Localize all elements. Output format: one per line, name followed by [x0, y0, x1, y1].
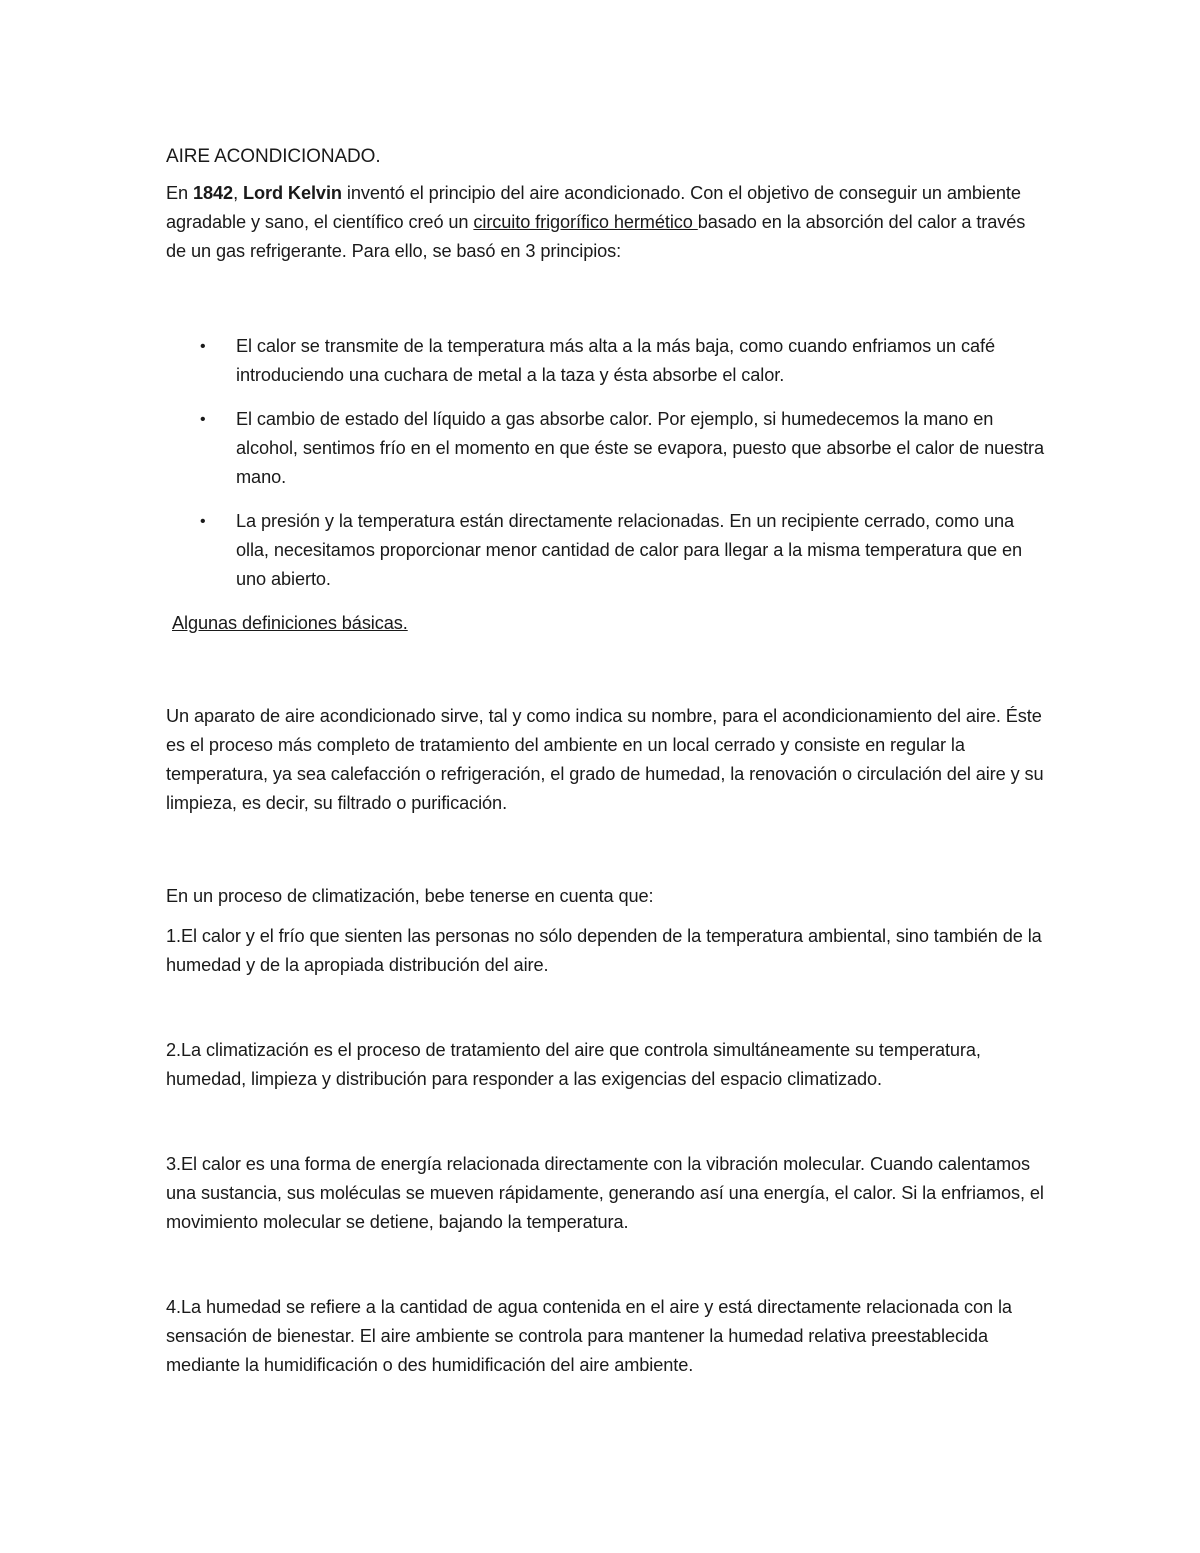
definitions-subheading: Algunas definiciones básicas. — [172, 613, 408, 633]
document-title: AIRE ACONDICIONADO. — [166, 146, 381, 167]
intro-text-after-term: basado en la absorción del calor a través de un gas refrigerante. Para ello, se basó en 3 principios: — [166, 212, 1026, 261]
definition-paragraph: Un aparato de aire acondicionado sirve, tal y como indica su nombre, para el acondicionamiento del aire. Éste es el proceso más completo de tratamiento del ambiente en un local cerrado y consiste en regular la temperatura, ya sea calefacción o refrigeración, el grado de humedad, la renovación o circulación del aire y su limpieza, es decir, su filtrado o purificación. — [166, 706, 1044, 813]
principle-text: El cambio de estado del líquido a gas absorbe calor. Por ejemplo, si humedecemos la mano en alcohol, sentimos frío en el momento en que éste se evapora, puesto que absorbe el calor de nuestra mano. — [236, 409, 1045, 487]
bullet-icon: • — [200, 513, 206, 530]
numbered-item-4: 4.La humedad se refiere a la cantidad de agua contenida en el aire y está directamente relacionada con la sensación de bienestar. El aire ambiente se controla para mantener la humedad relativa preestablecida mediante la humidificación o des humidificación del aire ambiente. — [166, 1297, 1012, 1375]
list-item — [166, 405, 1046, 492]
intro-text-after-inventor: inventó el principio del aire acondicionado. Con el objetivo de conseguir un ambiente agradable y sano, el científico creó un — [166, 183, 1021, 232]
numbered-item-1: 1.El calor y el frío que sienten las personas no sólo dependen de la temperatura ambiental, sino también de la humedad y de la apropiada distribución del aire. — [166, 926, 1042, 975]
numbered-item-3: 3.El calor es una forma de energía relacionada directamente con la vibración molecular. Cuando calentamos una sustancia, sus moléculas se mueven rápidamente, generando así una energía, el calor. Si la enfriamos, el movimiento molecular se detiene, bajando la temperatura. — [166, 1154, 1044, 1232]
document-body — [166, 142, 1046, 1391]
intro-text-separator: , — [233, 183, 243, 203]
intro-inventor: Lord Kelvin — [242, 183, 342, 203]
intro-year: 1842 — [193, 183, 234, 203]
bullet-icon: • — [200, 411, 206, 428]
numbered-item-2: 2.La climatización es el proceso de tratamiento del aire que controla simultáneamente su temperatura, humedad, limpieza y distribución para responder a las exigencias del espacio climatizado. — [166, 1040, 981, 1089]
bullet-icon: • — [200, 338, 206, 355]
climatization-intro: En un proceso de climatización, bebe tenerse en cuenta que: — [166, 886, 654, 906]
intro-paragraph — [166, 179, 1046, 266]
list-item — [166, 507, 1046, 594]
principle-text: La presión y la temperatura están directamente relacionadas. En un recipiente cerrado, como una olla, necesitamos proporcionar menor cantidad de calor para llegar a la misma temperatura que en uno abierto. — [236, 511, 1023, 589]
intro-text-before-year: En — [166, 183, 193, 203]
principle-text: El calor se transmite de la temperatura más alta a la más baja, como cuando enfriamos un café introduciendo una cuchara de metal a la taza y ésta absorbe el calor. — [236, 336, 995, 385]
intro-underlined-term: circuito frigorífico hermético — [473, 212, 698, 232]
list-item — [166, 332, 1046, 390]
principles-list — [166, 332, 1046, 594]
